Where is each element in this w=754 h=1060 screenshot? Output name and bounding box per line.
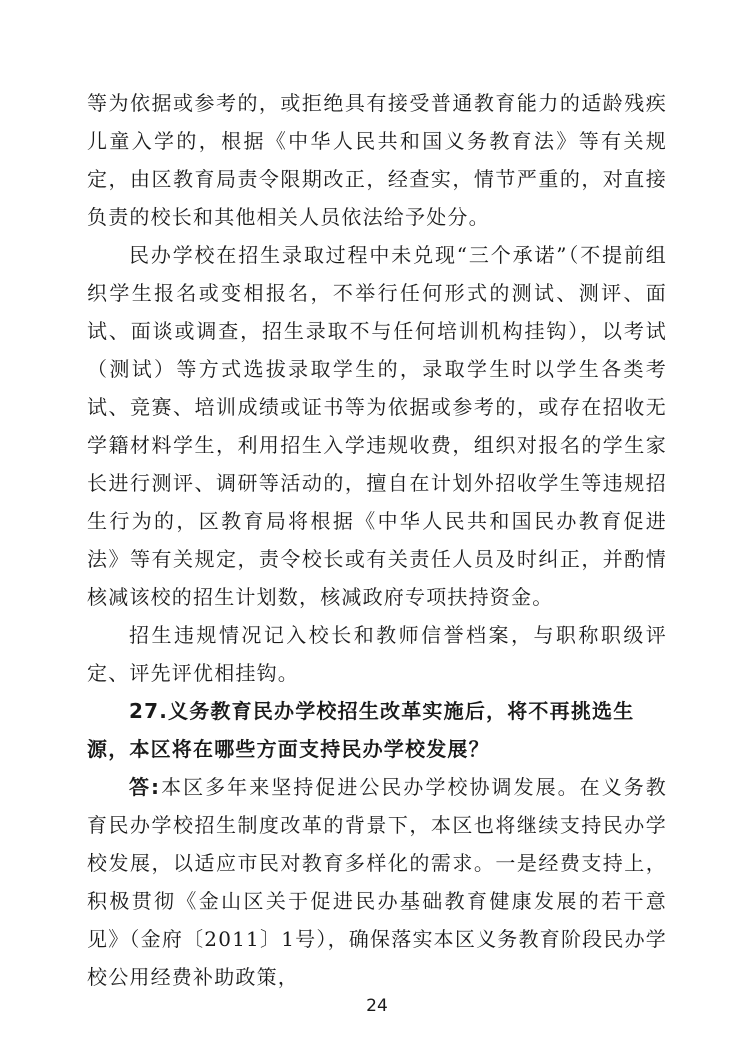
document-body	[87, 84, 667, 996]
paragraph-private-school-violations: 民办学校在招生录取过程中未兑现“三个承诺”（不提前组织学生报名或变相报名，不举行任何形式的测试、测评、面试、面谈或调查，招生录取不与任何培训机构挂钩），以考试（测试）等方式选拔录取学生的，录取学生时以学生各类考试、竞赛、培训成绩或证书等为依据或参考的，或存在招收无学籍材料学生，利用招生入学违规收费，组织对报名的学生家长进行测评、调研等活动的，擅自在计划外招收学生等违规招生行为的，区教育局将根据《中华人民共和国民办教育促进法》等有关规定，责令校长或有关责任人员及时纠正，并酌情核减该校的招生计划数，核减政府专项扶持资金。	[87, 243, 667, 609]
answer-paragraph	[87, 768, 667, 996]
answer-label: 答:	[129, 775, 161, 799]
answer-text: 本区多年来坚持促进公民办学校协调发展。在义务教育民办学校招生制度改革的背景下，本区也将继续支持民办学校发展，以适应市民对教育多样化的需求。一是经费支持上，积极贯彻《金山区关于促进民办基础教育健康发展的若干意见》（金府〔2011〕1号），确保落实本区义务教育阶段民办学校公用经费补助政策，	[87, 775, 667, 989]
paragraph-credit-records: 招生违规情况记入校长和教师信誉档案，与职称职级评定、评先评优相挂钩。	[87, 623, 667, 685]
paragraph-continuation: 等为依据或参考的，或拒绝具有接受普通教育能力的适龄残疾儿童入学的，根据《中华人民共和国义务教育法》等有关规定，由区教育局责令限期改正，经查实，情节严重的，对直接负责的校长和其他相关人员依法给予处分。	[87, 91, 667, 229]
question-heading: 27.义务教育民办学校招生改革实施后，将不再挑选生源，本区将在哪些方面支持民办学校发展？	[87, 699, 635, 761]
page-number: 24	[366, 996, 388, 1016]
